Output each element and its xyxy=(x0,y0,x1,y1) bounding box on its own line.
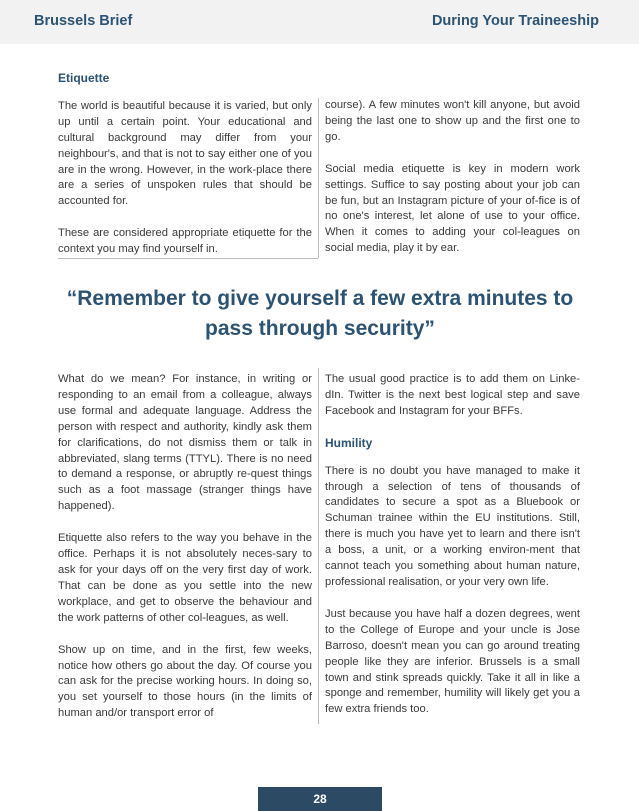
page-header xyxy=(0,0,639,44)
page-number: 28 xyxy=(258,787,382,811)
section-heading-humility: Humility xyxy=(325,435,373,450)
paragraph: The world is beautiful because it is varied, but only up until a certain point. Your educational and cultural background may differ from your neighbour's, and that is not to say either one of you are in the wrong. However, in the work-place there are a series of unspoken rules that should be accounted for. xyxy=(58,99,312,208)
top-left-column xyxy=(58,71,312,258)
header-section-title: During Your Traineeship xyxy=(431,13,599,29)
bottom-right-column xyxy=(325,372,580,718)
pull-quote: “Remember to give yourself a few extra minutes to pass through security” xyxy=(66,287,574,340)
paragraph: There is no doubt you have managed to make it through a selection of tens of thousands of candidates to secure a spot as a Bluebook or Schuman trainee within the EU institutions. Still, there is much you have yet to learn and there isn't a boss, a unit, or a working environ-ment that cannot teach you something about human nature, professional realisation, or your very own life. xyxy=(325,464,580,588)
paragraph: course). A few minutes won't kill anyone, but avoid being the last one to show up and the first one to go. xyxy=(325,99,580,143)
section-divider xyxy=(58,258,318,259)
bottom-left-column xyxy=(58,372,312,722)
paragraph: Show up on time, and in the first, few weeks, notice how others go about the day. Of course you can ask for the precise working hours. In doing so, you set yourself to those hours (in the limits of human and/or transport error of xyxy=(58,643,312,720)
paragraph: What do we mean? For instance, in writing or responding to an email from a colleague, always use formal and adequate language. Address the person with respect and authority, kindly ask them for clarifications, do not dismiss them or talk in abbreviated, slang terms (TTYL). There is no need to demand a response, or abruptly re-quest things such as a foot massage (stranger things have happened). xyxy=(58,373,312,513)
paragraph: These are considered appropriate etiquette for the context you may find yourself in. xyxy=(58,227,312,256)
paragraph: Just because you have half a dozen degrees, went to the College of Europe and your uncle is Jose Barroso, doesn't mean you can go around treating people like they are inferior. Brussels is a small town and stink spreads quickly. Take it all in like a sponge and remember, humility will likely get you a few extra friends too. xyxy=(325,607,580,716)
header-publication-title: Brussels Brief xyxy=(34,13,133,29)
column-divider xyxy=(318,98,319,258)
paragraph: Etiquette also refers to the way you behave in the office. Perhaps it is not absolutely neces-sary to ask for your days off on the very first day of work. That can be done as you settle into the new workplace, and get to observe the behaviour and the work patterns of other col-leagues, as well. xyxy=(58,532,312,624)
paragraph: Social media etiquette is key in modern work settings. Suffice to say posting about your job can be fun, but an Instagram picture of your of-fice is of no one's interest, let alone of use to your office. When it comes to adding your col-leagues on social media, play it by ear. xyxy=(325,162,580,255)
section-heading-etiquette: Etiquette xyxy=(58,71,110,85)
top-right-column xyxy=(325,98,580,257)
paragraph: The usual good practice is to add them on Linke-dIn. Twitter is the next best logical step and save Facebook and Instagram for your BFFs. xyxy=(325,373,580,417)
column-divider xyxy=(318,368,319,724)
